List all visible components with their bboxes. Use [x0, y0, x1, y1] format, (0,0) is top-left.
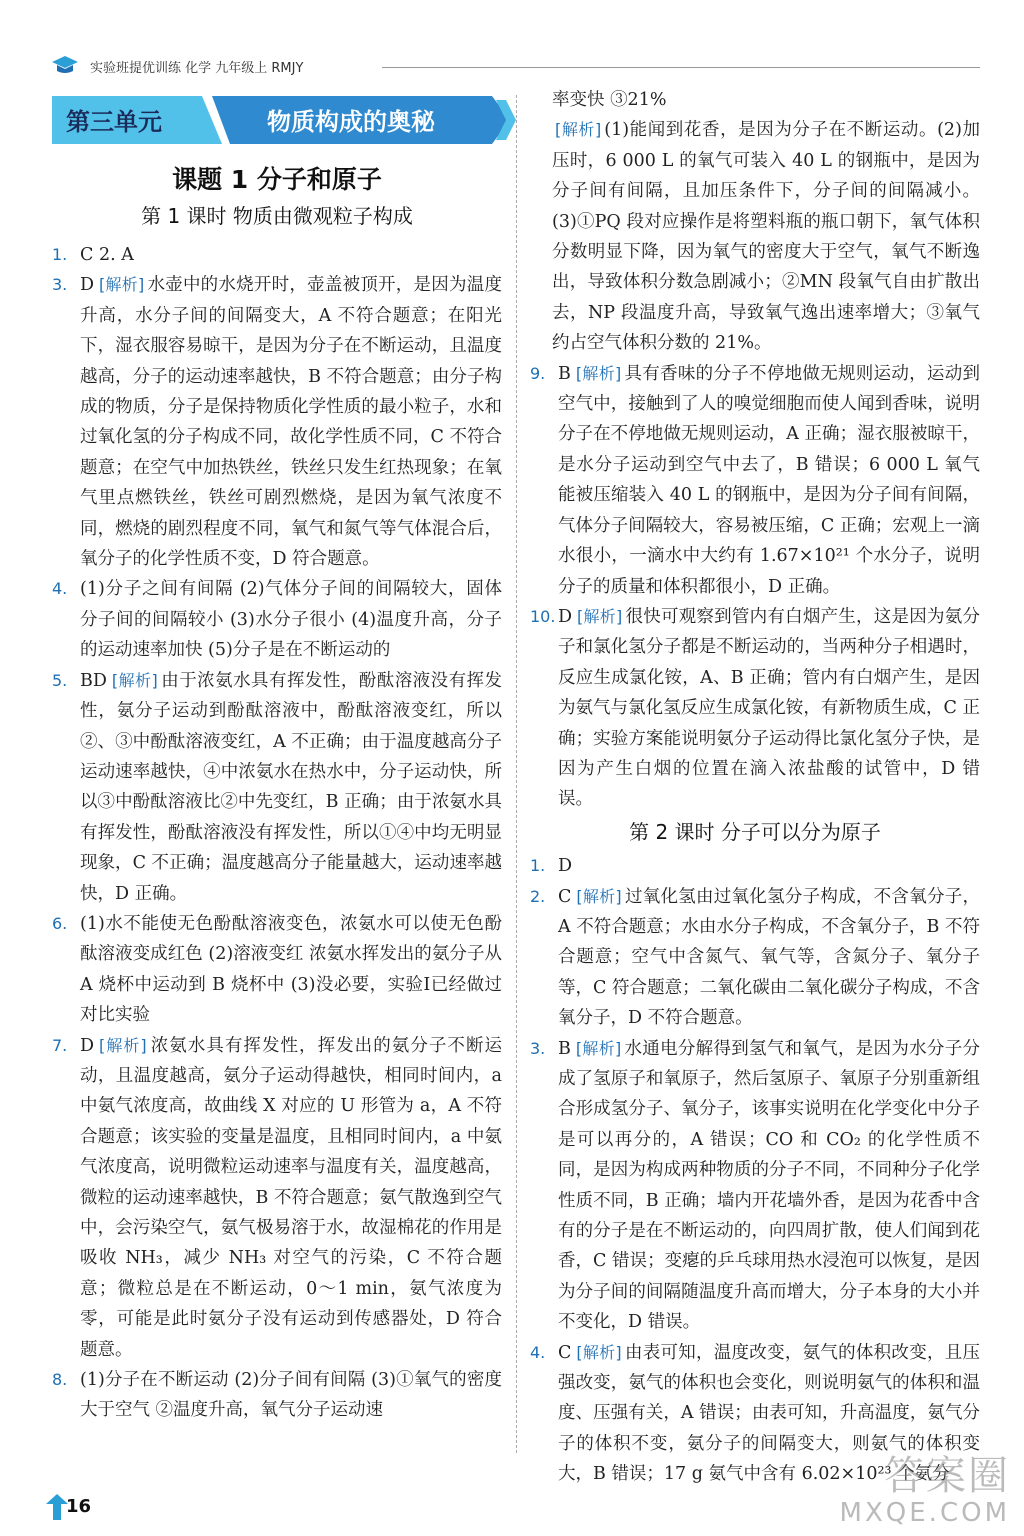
item-body	[558, 359, 980, 602]
answer-item	[52, 666, 502, 909]
item-number: 7.	[52, 1035, 68, 1055]
item-answer: B	[558, 363, 571, 384]
item-text: 水壶中的水烧开时，壶盖被顶开，是因为温度升高，水分子间的间隔变大，A 不符合题意；在阳光下，湿衣服容易晾干，是因为分子在不断运动，且温度越高，分子的运动速率越快，B 不符合题意；由分子构成的物质，分子是保持物质化学性质的最小粒子，水和过氧化氢的分子构成不同，故化学性质不同，C 不符合题意；在空气中加热铁丝，铁丝只发生红热现象；在氧气里点燃铁丝，铁丝可剧烈燃烧，是因为氧气浓度不同，燃烧的剧烈程度不同，氧气和氮气等气体混合后，氧分子的化学性质不变，D 符合题意。	[80, 275, 502, 570]
answer-item	[52, 1365, 502, 1426]
item-answer: C	[558, 1342, 572, 1363]
answer-item	[530, 115, 980, 358]
page-header	[50, 54, 980, 80]
unit-label: 第三单元	[66, 108, 162, 136]
answer-item	[52, 1031, 502, 1365]
item-text: 由于浓氨水具有挥发性，酚酞溶液没有挥发性，氨分子运动到酚酞溶液中，酚酞溶液变红，所以②、③中酚酞溶液变红，A 不正确；由于温度越高分子运动速率越快，④中浓氨水在热水中，分子运动快，所以③中酚酞溶液比②中先变红，B 正确；由于浓氨水具有挥发性，酚酞溶液没有挥发性，所以①④中均无明显现象，C 不正确；温度越高分子能量越大，运动速率越快，D 正确。	[80, 670, 502, 904]
item-text: 很快可观察到管内有白烟产生，这是因为氨分子和氯化氢分子都是不断运动的，当两种分子相遇时，反应生成氯化铵，A、B 正确；管内有白烟产生，是因为氨气与氯化氢反应生成氯化铵，有新物质生成，C 正确；实验方案能说明氨分子运动得比氯化氢分子快，是因为产生白烟的位置在滴入浓盐酸的试管中，D 错误。	[558, 606, 980, 810]
watermark-line1: 答案圈	[884, 1453, 1010, 1499]
right-column	[530, 85, 980, 1490]
item-text: (1)分子之间有间隔 (2)气体分子间的间隔较大，固体分子间的间隔较小 (3)水分子很小 (4)温度升高，分子的运动速率加快 (5)分子是在不断运动的	[80, 579, 502, 661]
graduation-cap-icon	[50, 54, 80, 76]
lesson-title: 课题 1 分子和原子	[172, 165, 382, 194]
item-number	[530, 115, 552, 358]
item-text: 浓氨水具有挥发性，挥发出的氨分子不断运动，且温度越高，氨分子运动得越快，相同时间内，a 中氨气浓度高，故曲线 X 对应的 U 形管为 a，A 不符合题意；该实验的变量是温度，且相同时间内，a 中氨气浓度高，说明微粒运动速率与温度有关，温度越高，微粒的运动速率越快，B 不符合题意；氨气散逸到空气中，会污染空气，氨气极易溶于水，故湿棉花的作用是吸收 NH₃，减少 NH₃ 对空气的污染，C 不符合题意；微粒总是在不断运动，0～1 min，氨气浓度为零，可能是此时氨分子没有运动到传感器处，D 符合题意。	[80, 1035, 502, 1360]
book-title: 实验班提优训练 化学 九年级上 RMJY	[90, 61, 304, 76]
answer-item	[530, 882, 980, 1034]
item-body	[80, 270, 502, 574]
item-text: 水通电分解得到氢气和氧气，是因为水分子分成了氢原子和氧原子，然后氢原子、氧原子分别重新组合形成氢分子、氧分子，该事实说明在化学变化中分子是可以再分的，A 错误；CO 和 CO₂ 的化学性质不同，是因为构成两种物质的分子不同，不同种分子化学性质不同，B 正确；墙内开花墙外香，是因为花香中含有的分子是在不断运动的，向四周扩散，使人们闻到花香，C 错误；变瘪的乒乓球用热水浸泡可以恢复，是因为分子间的间隔随温度升高而增大，分子本身的大小并不变化，D 错误。	[558, 1038, 980, 1333]
answer-item	[52, 270, 502, 574]
page-number	[46, 1494, 96, 1522]
item-body	[80, 666, 502, 909]
header-rule	[382, 67, 980, 68]
item-number: 3.	[52, 275, 68, 295]
item-answer: C	[558, 886, 572, 907]
item-number: 10.	[530, 606, 556, 626]
item-text: 具有香味的分子不停地做无规则运动，运动到空气中，接触到了人的嗅觉细胞而使人闻到香味，说明分子在不停地做无规则运动，A 正确；湿衣服被晾干，是水分子运动到空气中去了，B 错误；6 000 L 氧气能被压缩装入 40 L 的钢瓶中，是因为分子间有间隔，气体分子间隔较大，容易被压缩，C 正确；宏观上一滴水很小，一滴水中大约有 1.67×10²¹ 个水分子，说明分子的质量和体积都很小，D 正确。	[558, 363, 980, 597]
analysis-tag: [解析]	[99, 275, 145, 295]
answer-item	[530, 85, 980, 115]
item-number: 8.	[52, 1370, 68, 1390]
answer-item	[530, 1034, 980, 1338]
answer-item	[530, 359, 980, 602]
item-number: 3.	[530, 1038, 546, 1058]
page-number-text: 16	[66, 1496, 92, 1517]
item-body	[558, 1034, 980, 1338]
item-text: (1)分子在不断运动 (2)分子间有间隔 (3)①氧气的密度大于空气 ②温度升高，氧气分子运动速	[80, 1370, 502, 1421]
item-answer: D	[80, 1035, 95, 1056]
item-answer: D	[80, 275, 95, 296]
item-answer: D	[558, 856, 573, 877]
item-number: 4.	[52, 579, 68, 599]
answer-item	[52, 240, 502, 270]
item-body	[552, 85, 980, 115]
item-number: 2.	[530, 886, 546, 906]
answer-item	[530, 851, 980, 881]
analysis-tag: [解析]	[577, 606, 623, 626]
item-body	[80, 909, 502, 1031]
item-number: 6.	[52, 913, 68, 933]
analysis-tag: [解析]	[576, 1342, 622, 1362]
item-body	[80, 1031, 502, 1365]
item-text: (1)水不能使无色酚酞溶液变色，浓氨水可以使无色酚酞溶液变成红色 (2)溶液变红 浓氨水挥发出的氨分子从 A 烧杯中运动到 B 烧杯中 (3)没必要，实验Ⅰ已经做过对比实验	[80, 913, 502, 1026]
column-divider	[516, 95, 517, 1453]
analysis-tag: [解析]	[575, 363, 622, 383]
item-body	[558, 882, 980, 1034]
section-title-1: 第 1 课时 物质由微观粒子构成	[141, 204, 413, 228]
item-answer: B	[558, 1038, 571, 1059]
item-body	[558, 602, 980, 815]
analysis-tag: [解析]	[111, 670, 158, 690]
answer-item	[530, 602, 980, 815]
watermark	[825, 1444, 1010, 1528]
page-arrow-icon	[46, 1494, 68, 1520]
item-body	[80, 574, 502, 665]
item-answer: BD	[80, 670, 107, 691]
item-text: 率变快 ③21%	[552, 90, 667, 110]
answer-item	[52, 909, 502, 1031]
item-answer: D	[558, 606, 573, 627]
item-answer: C 2. A	[80, 245, 134, 265]
section-title-2: 第 2 课时 分子可以分为原子	[629, 819, 881, 844]
item-number: 5.	[52, 670, 68, 690]
item-body	[558, 851, 980, 881]
unit-banner	[52, 92, 517, 148]
answer-item	[52, 574, 502, 665]
left-column	[52, 240, 502, 1426]
item-number: 1.	[530, 856, 546, 876]
item-text: 由表可知，温度改变，氨气的体积改变，且压强改变，氨气的体积也会变化，则说明氨气的体积和温度、压强有关，A 错误；由表可知，升高温度，氨气分子的体积不变，氨分子的间隔变大，则氨气的体积变大，B 错误；17 g 氨气中含有 6.02×10²³ 个氨分	[558, 1342, 980, 1485]
watermark-line2: MXQE.COM	[839, 1498, 1010, 1528]
item-number: 1.	[52, 245, 68, 264]
item-text: (1)能闻到花香，是因为分子在不断运动。(2)加压时，6 000 L 的氧气可装入 40 L 的钢瓶中，是因为分子间有间隔，且加压条件下，分子间的间隔减小。(3)①PQ 段对应操作是将塑料瓶的瓶口朝下，氧气体积分数明显下降，因为氧气的密度大于空气，氧气不断逸出，导致体积分数急剧减小；②MN 段氧气自由扩散出去，NP 段温度升高，导致氧气逸出速率增大；③氧气约占空气体积分数的 21%。	[552, 120, 980, 354]
item-body	[80, 240, 502, 270]
item-text: 过氧化氢由过氧化氢分子构成，不含氧分子，A 不符合题意；水由水分子构成，不含氧分子，B 不符合题意；空气中含氮气、氧气等，含氮分子、氧分子等，C 符合题意；二氧化碳由二氧化碳分子构成，不含氧分子，D 不符合题意。	[558, 886, 980, 1029]
analysis-tag: [解析]	[555, 120, 602, 140]
item-body	[80, 1365, 502, 1426]
analysis-tag: [解析]	[576, 886, 622, 906]
analysis-tag: [解析]	[575, 1038, 622, 1058]
unit-title: 物质构成的奥秘	[267, 108, 435, 136]
item-number	[530, 85, 552, 115]
item-body	[552, 115, 980, 358]
item-number: 4.	[530, 1342, 546, 1362]
item-number: 9.	[530, 363, 546, 383]
analysis-tag: [解析]	[99, 1035, 147, 1055]
